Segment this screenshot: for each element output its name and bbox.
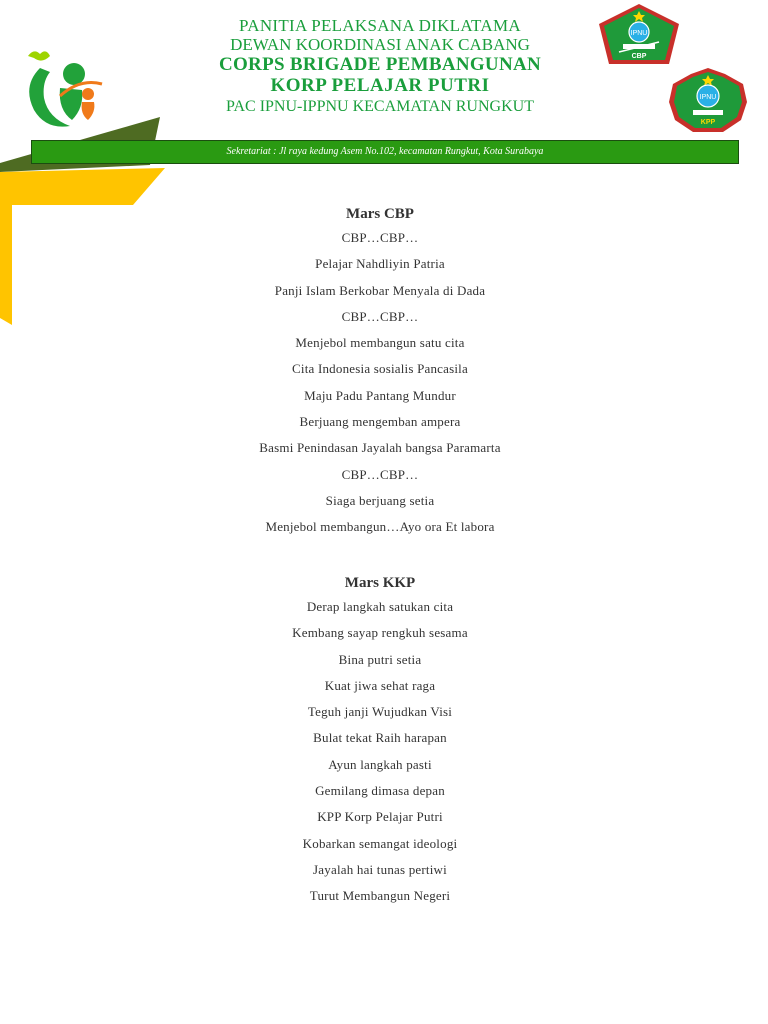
lyric-line: Bina putri setia	[338, 651, 422, 667]
song-mars-kkp	[130, 572, 630, 910]
header-line-5: PAC IPNU-IPPNU KECAMATAN RUNGKUT	[226, 98, 534, 115]
lyric-line: Cita Indonesia sosialis Pancasila	[292, 361, 468, 377]
letterhead	[180, 16, 580, 116]
lyric-line: Menjebol membangun…Ayo ora Et labora	[265, 519, 495, 535]
lyric-line: Panji Islam Berkobar Menyala di Dada	[274, 282, 486, 298]
song-title: Mars KKP	[344, 575, 416, 591]
lyric-line: Bulat tekat Raih harapan	[313, 730, 447, 746]
emblem-inner-text: IPNU	[699, 94, 717, 101]
lyric-line: Jayalah hai tunas pertiwi	[313, 861, 447, 877]
emblem-book-icon	[693, 110, 723, 115]
song-mars-cbp	[130, 203, 630, 541]
header-line-1: PANITIA PELAKSANA DIKLATAMA	[239, 16, 521, 35]
logo-body-orange	[82, 102, 95, 120]
song-title: Mars CBP	[346, 206, 414, 222]
organization-logo	[20, 48, 110, 130]
header-line-4: KORP PELAJAR PUTRI	[270, 75, 490, 96]
emblem-label: CBP	[631, 53, 647, 60]
lyric-line: CBP…CBP…	[341, 308, 419, 324]
lyric-line: Berjuang mengemban ampera	[299, 414, 461, 430]
lyric-line: Kobarkan semangat ideologi	[302, 835, 458, 851]
lyric-line: Gemilang dimasa depan	[315, 783, 445, 799]
lyric-line: Siaga berjuang setia	[325, 492, 435, 508]
lyric-line: Teguh janji Wujudkan Visi	[307, 704, 453, 720]
song-lyrics	[130, 225, 630, 541]
lyric-line: KPP Korp Pelajar Putri	[317, 809, 443, 825]
lyric-line: Kuat jiwa sehat raga	[324, 677, 436, 693]
lyric-line: Turut Membangun Negeri	[309, 888, 451, 904]
lyric-line: Basmi Penindasan Jayalah bangsa Paramarta	[259, 440, 501, 456]
cbp-emblem	[597, 2, 681, 72]
lyric-line: CBP…CBP…	[341, 466, 419, 482]
song-lyrics	[130, 594, 630, 910]
lyric-line: Kembang sayap rengkuh sesama	[292, 625, 468, 641]
emblem-label: KPP	[700, 119, 716, 126]
lyric-line: Pelajar Nahdliyin Patria	[315, 256, 445, 272]
lyric-line: Menjebol membangun satu cita	[295, 335, 465, 351]
emblem-inner-text: IPNU	[630, 30, 648, 37]
lyric-line: Maju Padu Pantang Mundur	[304, 387, 456, 403]
lyric-line: Derap langkah satukan cita	[306, 599, 454, 614]
lyric-line: Ayun langkah pasti	[328, 756, 432, 772]
kpp-emblem	[667, 66, 749, 136]
secretariat-address-bar: Sekretariat : Jl raya kedung Asem No.102, kecamatan Rungkut, Kota Surabaya	[31, 140, 739, 164]
logo-head-green	[63, 63, 85, 85]
header-line-2: DEWAN KOORDINASI ANAK CABANG	[230, 35, 530, 54]
logo-leaf	[28, 51, 50, 60]
logo-head-orange	[82, 88, 94, 100]
header-line-3: CORPS BRIGADE PEMBANGUNAN	[218, 54, 542, 75]
lyric-line: CBP…CBP…	[341, 230, 419, 245]
